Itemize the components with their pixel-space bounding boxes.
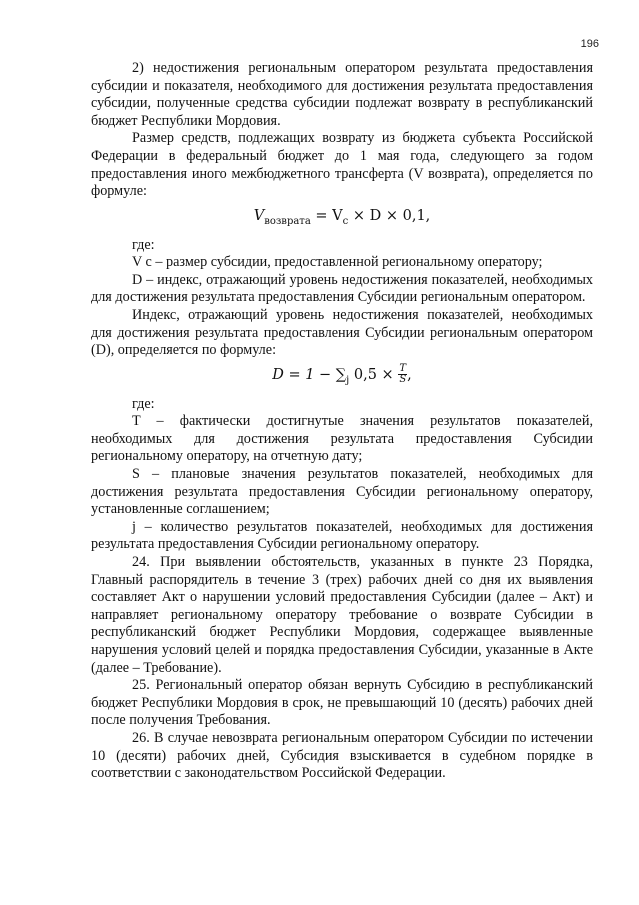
- definition-t: T – фактически достигнутые значения результатов показателей, необходимых для достижения результата предоставления Субсидии региональному оператору, на отчетную дату;: [91, 413, 593, 465]
- formula-refund-lhs: V: [253, 207, 265, 224]
- paragraph-refund-condition: 2) недостижения региональным оператором результата предоставления субсидии и показателя, необходимого для достижения результата предоставления субсидии, полученные средства субсидии подлежат возврату в республиканский бюджет Республики Мордовия.: [91, 60, 593, 129]
- page-number: 196: [580, 38, 599, 50]
- where-label-2: где:: [132, 395, 155, 412]
- definition-vc: V с – размер субсидии, предоставленной региональному оператору;: [132, 254, 543, 271]
- formula-index-lhs: D = 1 − ∑: [272, 366, 347, 383]
- paragraph-refund-amount: Размер средств, подлежащих возврату из бюджета субъекта Российской Федерации в федеральный бюджет до 1 мая года, следующего за годом предоставления иного межбюджетного трансферта (V возврата), определяется по формуле:: [91, 130, 593, 200]
- formula-index-denominator: S: [399, 374, 407, 386]
- paragraph-25: 25. Региональный оператор обязан вернуть Субсидию в республиканский бюджет Республики Мордовия в срок, не превышающий 10 (десять) рабочих дней после получения Требования.: [91, 677, 593, 729]
- formula-index-tail: ,: [407, 366, 412, 383]
- formula-index-numerator: T: [399, 363, 407, 375]
- definition-j: j – количество результатов показателей, необходимых для достижения результата предоставления Субсидии региональному оператору.: [91, 518, 593, 553]
- definition-d: D – индекс, отражающий уровень недостижения показателей, необходимых для достижения результата предоставления Субсидии региональным оператором.: [91, 271, 593, 306]
- formula-refund-rhs-a: = V: [310, 207, 343, 224]
- formula-refund: [91, 205, 593, 233]
- formula-index-fraction: [398, 364, 407, 385]
- definition-s: S – плановые значения результатов показателей, необходимых для достижения результата предоставления Субсидии региональному оператору, установленные соглашением;: [91, 466, 593, 518]
- formula-index-mid: 0,5 ×: [349, 366, 399, 383]
- formula-refund-lhs-sub: возврата: [264, 215, 311, 227]
- formula-index-sub: j: [346, 374, 350, 386]
- paragraph-24: 24. При выявлении обстоятельств, указанных в пункте 23 Порядка, Главный распорядитель в течение 3 (трех) рабочих дней со дня их выявления составляет Акт о нарушении условий предоставления Субсидии (далее – Акт) и направляет региональному оператору требование о возврате Субсидии в республиканский бюджет Республики Мордовия, содержащее выявленные нарушения условий целей и порядка предоставления Субсидии, указанные в Акте (далее – Требование).: [91, 554, 593, 676]
- formula-refund-rhs-b: × D × 0,1,: [348, 207, 431, 224]
- paragraph-index-formula-intro: Индекс, отражающий уровень недостижения показателей, необходимых для достижения результата предоставления Субсидии региональным оператором (D), определяется по формуле:: [91, 307, 593, 359]
- where-label-1: где:: [132, 236, 155, 253]
- paragraph-26: 26. В случае невозврата региональным оператором Субсидии по истечении 10 (десяти) рабочих дней, Субсидия взыскивается в судебном порядке в соответствии с законодательством Российской Федерации.: [91, 729, 593, 782]
- formula-index: [91, 364, 593, 392]
- document-body: [91, 60, 593, 783]
- formula-refund-rhs-a-sub: с: [342, 215, 349, 227]
